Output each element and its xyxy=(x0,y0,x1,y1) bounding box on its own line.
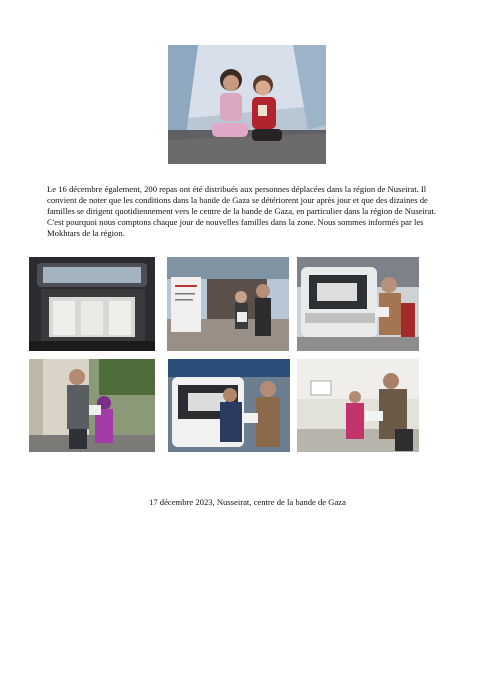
photo-man-with-sign xyxy=(167,257,289,351)
photo-car-trunk-meals xyxy=(29,257,155,351)
photo-man-girl-purple xyxy=(29,359,155,452)
report-paragraph: Le 16 décembre également, 200 repas ont été distribués aux personnes déplacées dans la région de Nuseirat. Il convient de noter que les conditions dans la bande de Gaza se détériorent jour après jour et que des dizaines de familles se dirigent quotidiennement vers le centre de la bande de Gaza, en particulier dans la région de Nuseirat. C'est pourquoi nous comptons chaque jour de nouvelles familles dans la zone. Nous sommes informés par les Mokhtars de la région. xyxy=(47,184,436,238)
photo-boy-car-meal xyxy=(168,359,290,452)
photo-caption: 17 décembre 2023, Nusseirat, centre de la bande de Gaza xyxy=(149,497,346,507)
photo-man-car-meals xyxy=(297,257,419,351)
photo-girl-indoor-meal xyxy=(297,359,419,452)
photo-girls-in-tent xyxy=(168,45,326,164)
